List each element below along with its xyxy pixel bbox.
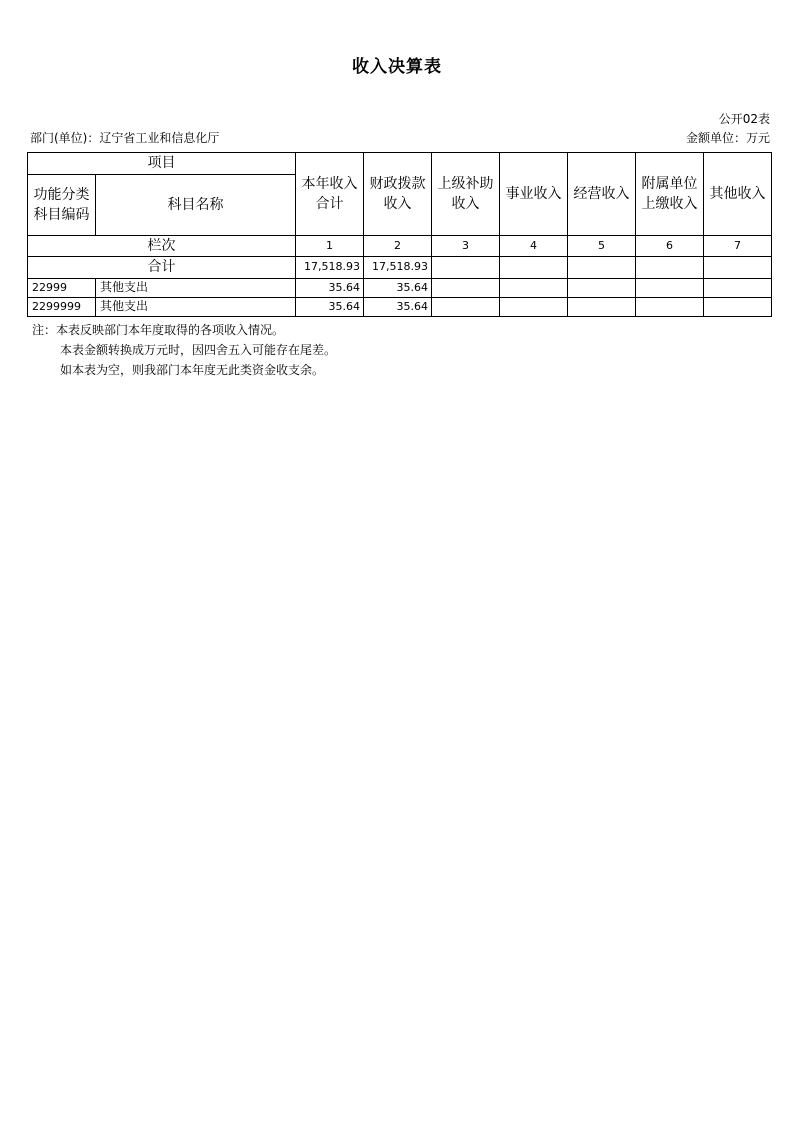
department-label: 部门(单位)：辽宁省工业和信息化厅: [30, 131, 220, 145]
notes: [32, 320, 336, 380]
page-title: 收入决算表: [352, 57, 442, 77]
column-number: 2: [364, 236, 432, 257]
amount-cell: [500, 278, 568, 297]
amount-cell: [500, 297, 568, 316]
total-cell: 17,518.93: [364, 257, 432, 278]
header-fiscal-appropriation: 财政拨款收入: [364, 153, 432, 236]
column-number: 5: [568, 236, 636, 257]
note-line: 注：本表反映部门本年度取得的各项收入情况。: [32, 323, 285, 337]
header-business-income: 事业收入: [500, 153, 568, 236]
header-other-income: 其他收入: [704, 153, 772, 236]
amount-cell: [636, 297, 704, 316]
subject-name-cell: 其他支出: [96, 297, 296, 316]
amount-cell: [568, 297, 636, 316]
header-total-income: 本年收入合计: [296, 153, 364, 236]
amount-cell: 35.64: [296, 297, 364, 316]
total-cell: 17,518.93: [296, 257, 364, 278]
header-superior-subsidy: 上级补助收入: [432, 153, 500, 236]
column-number: 7: [704, 236, 772, 257]
amount-cell: 35.64: [364, 297, 432, 316]
function-code-cell: 22999: [28, 278, 96, 297]
column-number: 6: [636, 236, 704, 257]
amount-cell: [704, 297, 772, 316]
column-number: 1: [296, 236, 364, 257]
total-row: [28, 257, 772, 278]
total-cell: [500, 257, 568, 278]
amount-cell: [636, 278, 704, 297]
function-code-cell: 2299999: [28, 297, 96, 316]
header-affiliate-income: 附属单位上缴收入: [636, 153, 704, 236]
column-number-row: [28, 236, 772, 257]
note-line: 本表金额转换成万元时，因四舍五入可能存在尾差。: [60, 343, 337, 357]
total-cell: [432, 257, 500, 278]
total-cell: [636, 257, 704, 278]
amount-cell: [432, 278, 500, 297]
form-number: 公开02表: [718, 112, 770, 126]
header-function-code: 功能分类科目编码: [28, 175, 96, 236]
total-cell: [704, 257, 772, 278]
header-operating-income: 经营收入: [568, 153, 636, 236]
subject-name-cell: 其他支出: [96, 278, 296, 297]
column-number: 3: [432, 236, 500, 257]
amount-cell: [704, 278, 772, 297]
amount-cell: [568, 278, 636, 297]
header-item: 项目: [28, 153, 296, 175]
table-row: [28, 278, 772, 297]
total-label: 合计: [28, 257, 296, 278]
column-number: 4: [500, 236, 568, 257]
column-number-label: 栏次: [28, 236, 296, 257]
note-line: 如本表为空，则我部门本年度无此类资金收支余。: [60, 363, 325, 377]
amount-cell: 35.64: [364, 278, 432, 297]
total-cell: [568, 257, 636, 278]
amount-cell: [432, 297, 500, 316]
table-row: [28, 297, 772, 316]
income-final-accounts-table: [27, 152, 772, 317]
amount-cell: 35.64: [296, 278, 364, 297]
header-subject-name: 科目名称: [96, 175, 296, 236]
amount-unit-label: 金额单位：万元: [685, 131, 770, 145]
